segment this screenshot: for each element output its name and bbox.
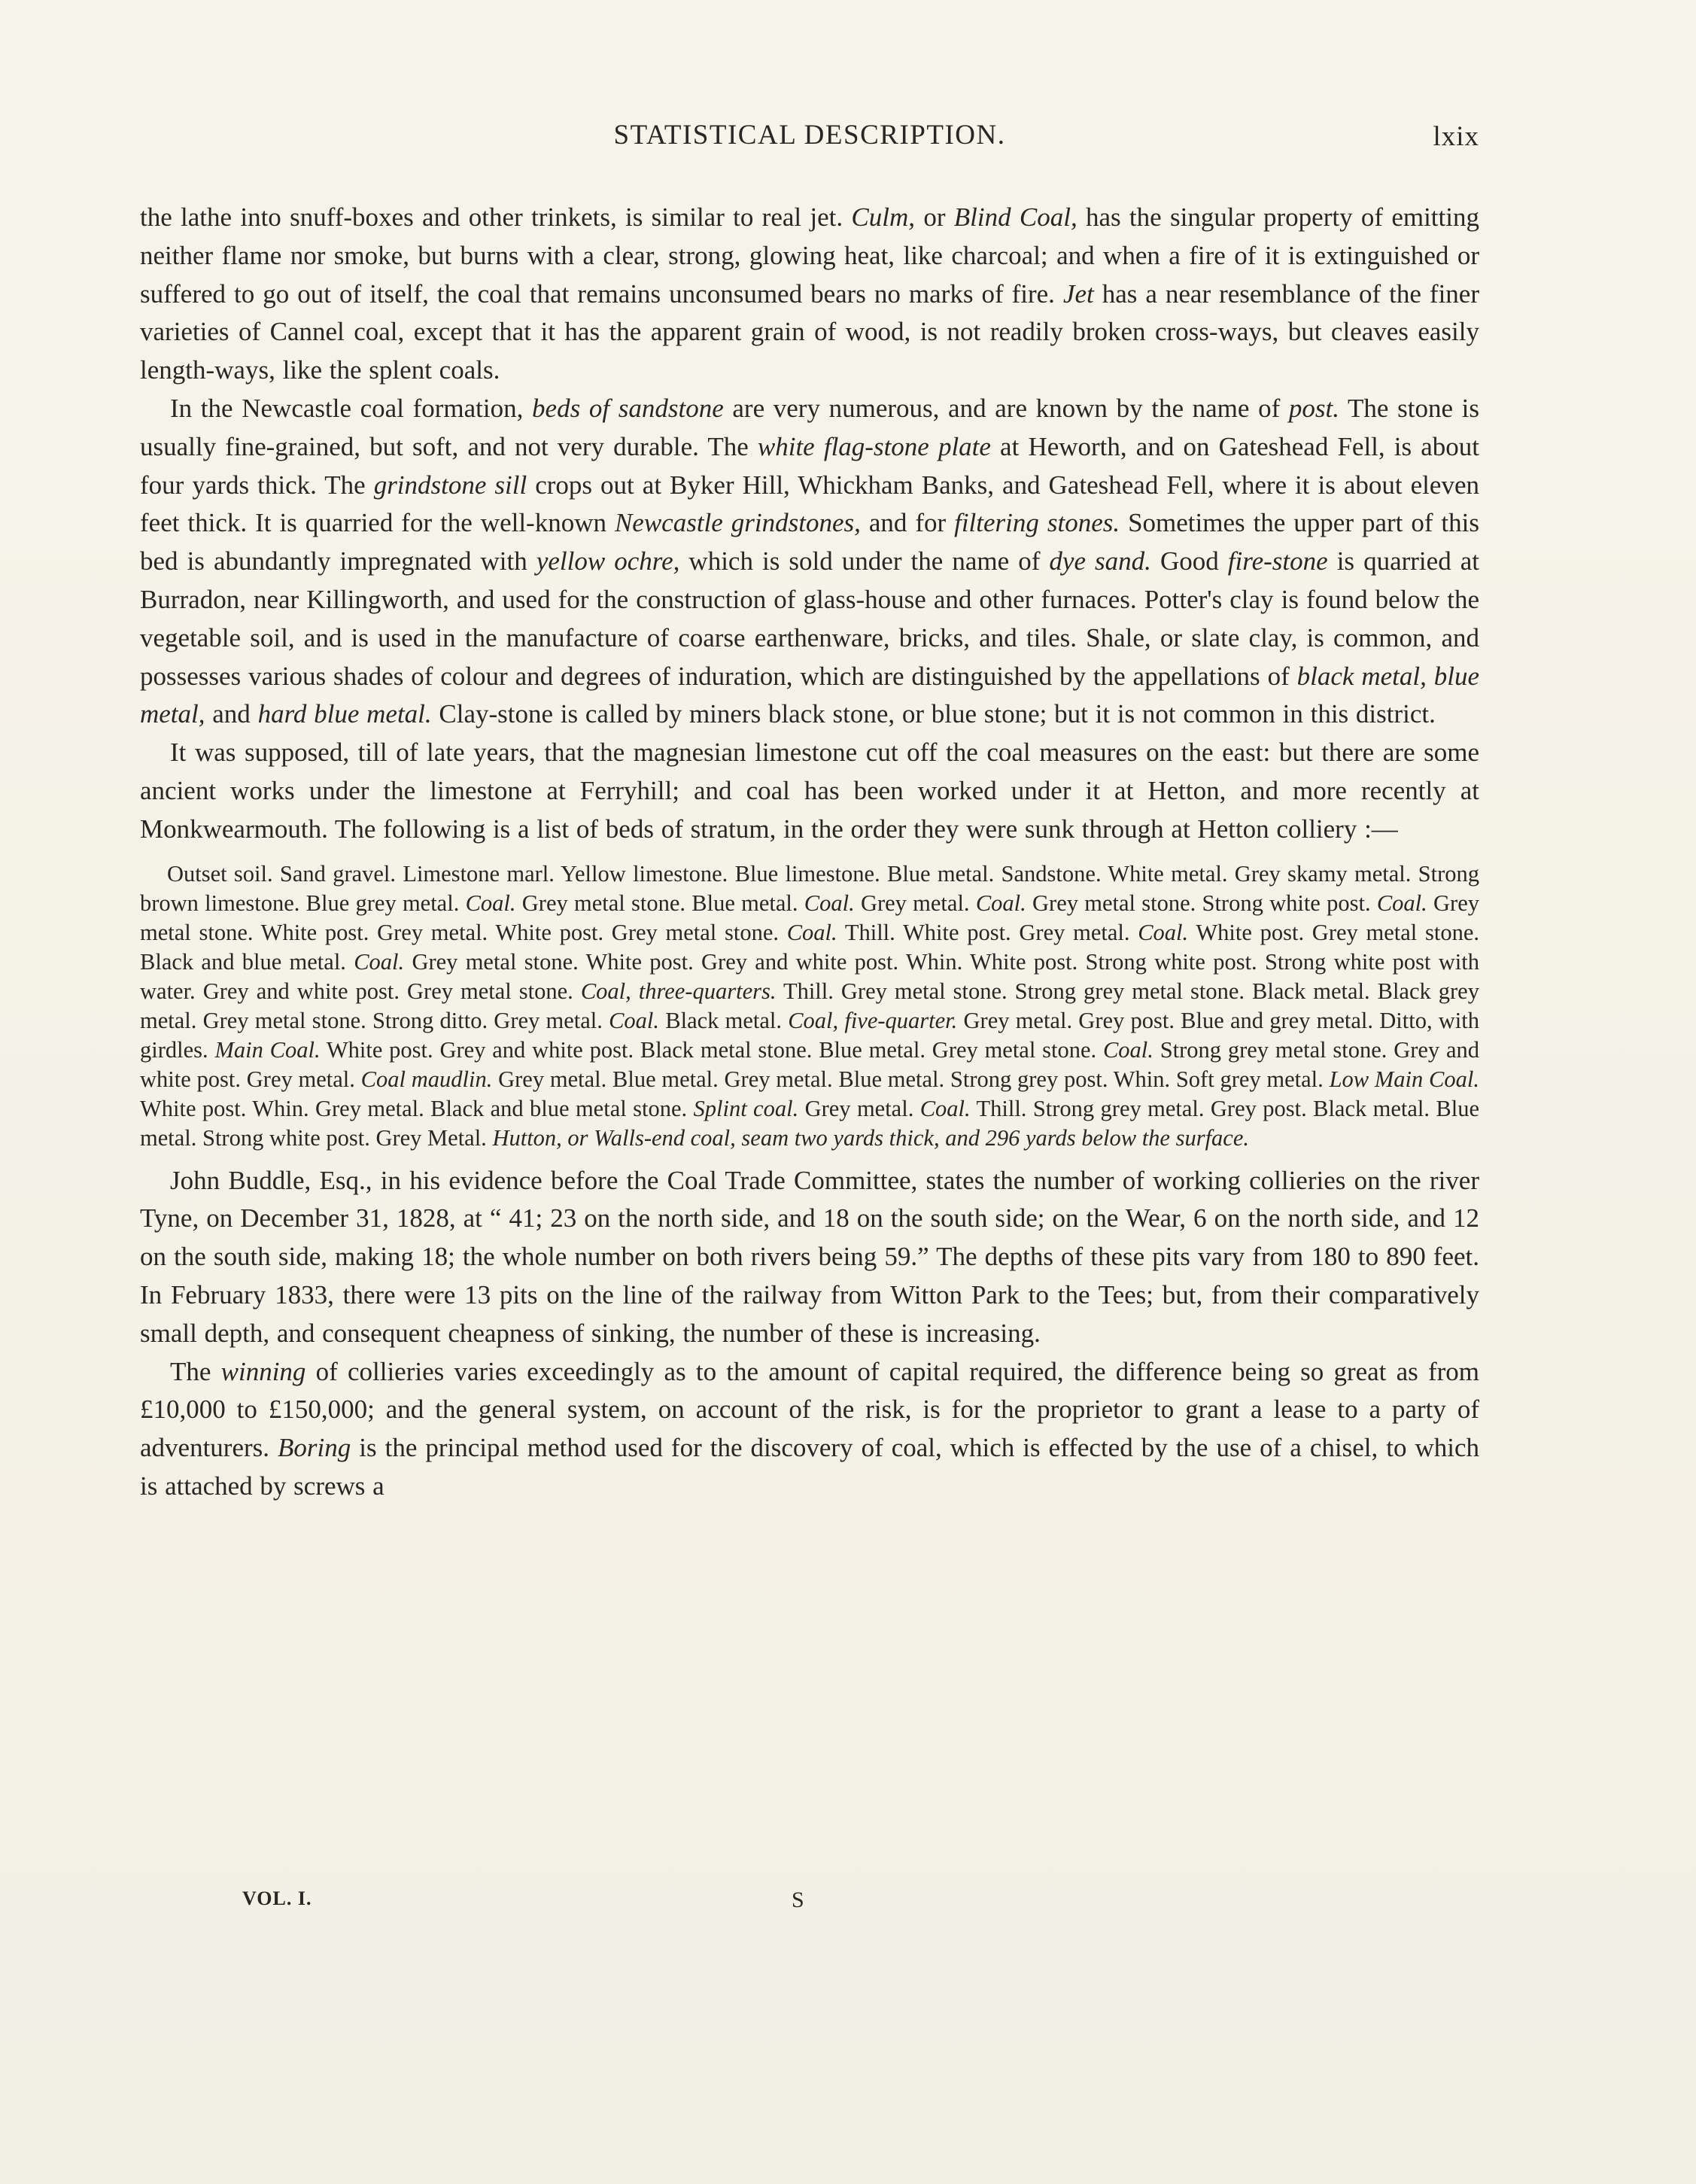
italic-term: Newcastle grindstones,	[614, 508, 861, 538]
text-run: Good	[1150, 546, 1228, 576]
italic-term: Coal.	[609, 1007, 660, 1033]
italic-term: Coal.	[1376, 890, 1427, 916]
italic-term: Coal.	[919, 1095, 971, 1121]
text-run: White post. Grey and white post. Black metal stone. Blue metal. Grey metal stone.	[320, 1036, 1103, 1063]
italic-term: Coal maudlin.	[360, 1066, 493, 1092]
italic-term: black metal, blue metal,	[140, 661, 1479, 729]
text-run: Grey metal.	[854, 890, 976, 916]
italic-term: yellow ochre,	[536, 546, 680, 576]
italic-term: Main Coal.	[214, 1036, 321, 1063]
italic-term: Culm,	[851, 202, 916, 232]
italic-term: Splint coal.	[693, 1095, 799, 1121]
italic-term: Jet	[1062, 278, 1094, 309]
text-run: Grey metal stone. Strong white post.	[1026, 890, 1377, 916]
text-run: The stone is usually fine-grained, but soft, and not very durable. The	[140, 393, 1479, 461]
text-run: is the principal method used for the discovery of coal, which is effected by the use of a chisel, to which is attached by screws a	[140, 1433, 1479, 1501]
paragraph	[140, 199, 1479, 390]
text-run: the lathe into snuff-boxes and other trinkets, is similar to real jet.	[140, 202, 852, 232]
volume-mark: VOL. I.	[242, 1887, 312, 1909]
paragraph	[140, 734, 1479, 848]
paragraph	[140, 1353, 1479, 1506]
paragraph	[140, 390, 1479, 734]
text-run: It was supposed, till of late years, that the magnesian limestone cut off the coal measures on the east: but there are some ancient works under the limestone at Ferryhill; and coal has been worked under it at Hetton, and more recently at Monkwearmouth. The following is a list of beds of stratum, in the order they were sunk through at Hetton colliery :—	[140, 738, 1479, 844]
italic-term: winning	[220, 1356, 306, 1386]
text-run: Thill. Strong grey metal. Grey post. Black metal. Blue metal. Strong white post. Grey Metal.	[140, 1095, 1480, 1151]
text-run: Grey metal.	[798, 1095, 920, 1121]
italic-term: Low Main Coal.	[1329, 1066, 1479, 1092]
text-run: Grey metal stone. White post. Grey and white post. Whin. White post. Strong white post. Strong white post with water. Grey and white post. Grey metal stone.	[140, 948, 1479, 1004]
italic-term: post.	[1288, 393, 1340, 423]
italic-term: filtering stones.	[954, 508, 1120, 538]
text-run: and	[205, 699, 258, 729]
page-header	[140, 119, 1479, 157]
text-run: Thill. White post. Grey metal.	[837, 919, 1138, 945]
text-run: Sometimes the upper part of this bed is abundantly impregnated with	[140, 508, 1480, 576]
italic-term: Coal.	[786, 919, 837, 945]
italic-term: white flag-stone plate	[757, 431, 991, 461]
italic-term: Coal.	[1102, 1036, 1153, 1063]
text-run: Black metal.	[659, 1007, 789, 1033]
text-run: are very numerous, and are known by the name of	[723, 393, 1289, 423]
italic-term: dye sand.	[1049, 546, 1151, 576]
italic-term: Coal, three-quarters.	[580, 978, 777, 1004]
text-run: Strong grey metal stone. Grey and white post. Grey metal.	[140, 1036, 1480, 1092]
italic-term: Hutton, or Walls-end coal, seam two yards thick, and 296 yards below the surface.	[492, 1124, 1249, 1151]
signature-mark: S	[792, 1887, 804, 1912]
italic-term: Blind Coal,	[953, 202, 1077, 232]
italic-term: grindstone sill	[373, 470, 527, 500]
text-run: Grey metal stone. Blue metal.	[515, 890, 804, 916]
text-run: Outset soil. Sand gravel. Limestone marl. Yellow limestone. Blue limestone. Blue metal. Sandstone. White metal. Grey skamy metal. Strong brown limestone. Blue grey metal.	[140, 860, 1479, 916]
text-run: crops out at Byker Hill, Whickham Banks, and Gateshead Fell, where it is about eleven feet thick. It is quarried for the well-known	[140, 470, 1479, 538]
page-number: lxix	[1433, 121, 1479, 152]
italic-term: fire-stone	[1227, 546, 1328, 576]
text-run: White post. Whin. Grey metal. Black and blue metal stone.	[140, 1095, 694, 1121]
text-run: In the Newcastle coal formation,	[170, 393, 533, 423]
running-head: STATISTICAL DESCRIPTION.	[613, 120, 1006, 151]
text-run: White post. Grey metal stone. Black and blue metal.	[140, 919, 1479, 975]
italic-term: Coal.	[975, 890, 1026, 916]
italic-term: beds of sandstone	[532, 393, 724, 423]
text-run: has the singular property of emitting neither flame nor smoke, but burns with a clear, strong, glowing heat, like charcoal; and when a fire of it is extinguished or suffered to go out of itself, the coal that remains unconsumed bears no marks of fire.	[140, 202, 1479, 309]
italic-term: Coal.	[465, 890, 516, 916]
text-run: has a near resemblance of the finer varieties of Cannel coal, except that it has the apparent grain of wood, is not readily broken cross-ways, but cleaves easily length-ways, like the splent coals.	[140, 278, 1479, 385]
paragraph	[140, 1162, 1479, 1353]
text-run: Grey metal. Grey post. Blue and grey metal. Ditto, with girdles.	[140, 1007, 1480, 1063]
italic-term: Coal, five-quarter.	[788, 1007, 958, 1033]
text-run: The	[170, 1356, 221, 1386]
strata-list	[140, 859, 1479, 1153]
text-run: is quarried at Burradon, near Killingworth, and used for the construction of glass-house and other furnaces. Potter's clay is found below the vegetable soil, and is used in the manufacture of coarse earthenware, bricks, and tiles. Shale, or slate clay, is common, and possesses various shades of colour and degrees of induration, which are distinguished by the appellations of	[140, 546, 1479, 691]
text-run: and for	[860, 508, 955, 538]
page-footer	[140, 1887, 1479, 1918]
text-run: Thill. Grey metal stone. Strong grey metal stone. Black metal. Black grey metal. Grey metal stone. Strong ditto. Grey metal.	[140, 978, 1479, 1033]
text-run: John Buddle, Esq., in his evidence before the Coal Trade Committee, states the number of working collieries on the river Tyne, on December 31, 1828, at “ 41; 23 on the north side, and 18 on the south side; on the Wear, 6 on the north side, and 12 on the south side, making 18; the whole number on both rivers being 59.” The depths of these pits vary from 180 to 890 feet. In February 1833, there were 13 pits on the line of the railway from Witton Park to the Tees; but, from their comparatively small depth, and consequent cheapness of sinking, the number of these is increasing.	[140, 1165, 1479, 1348]
italic-term: Coal.	[1138, 919, 1189, 945]
italic-term: Coal.	[354, 948, 405, 975]
body-text	[140, 199, 1479, 1506]
text-run: which is sold under the name of	[679, 546, 1050, 576]
text-run: Grey metal stone. White post. Grey metal. White post. Grey metal stone.	[140, 890, 1480, 945]
italic-term: hard blue metal.	[257, 699, 432, 729]
text-run: of collieries varies exceedingly as to the amount of capital required, the difference being so great as from £10,000 to £150,000; and the general system, on account of the risk, is for the proprietor to grant a lease to a party of adventurers.	[140, 1356, 1480, 1463]
italic-term: Coal.	[804, 890, 855, 916]
text-run: Clay-stone is called by miners black stone, or blue stone; but it is not common in this district.	[431, 699, 1436, 729]
italic-term: Boring	[278, 1433, 351, 1463]
text-run: Grey metal. Blue metal. Grey metal. Blue metal. Strong grey post. Whin. Soft grey metal.	[492, 1066, 1330, 1092]
text-run: or	[915, 202, 954, 232]
text-run: at Heworth, and on Gateshead Fell, is about four yards thick. The	[140, 431, 1479, 500]
